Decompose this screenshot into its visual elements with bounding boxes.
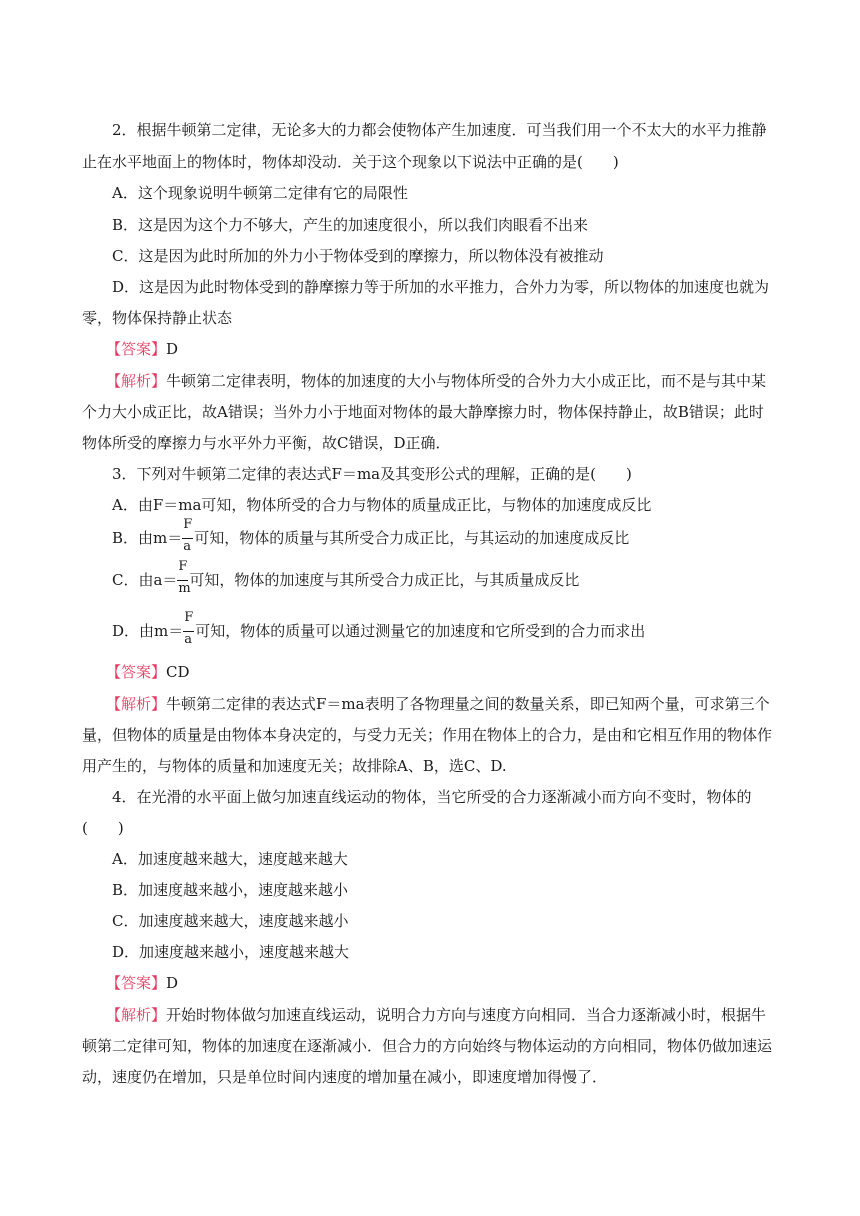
q4-option-b: B．加速度越来越小，速度越来越小 (112, 881, 349, 899)
denominator: m (178, 581, 191, 596)
q3-analysis-line-1 (106, 694, 774, 714)
option-prefix: C．由a＝ (112, 571, 178, 589)
q3-analysis-line-2: 量，但物体的质量是由物体本身决定的，与受力无关；作用在物体上的合力，是由和它相互作用的物体作 (82, 726, 773, 744)
q2-analysis-line-3: 物体所受的摩擦力与水平外力平衡，故C错误，D正确． (82, 434, 451, 452)
analysis-tag: 【解析】 (106, 372, 167, 390)
option-text: 可知，物体的质量可以通过测量它的加速度和它所受到的合力而求出 (195, 622, 646, 640)
answer-tag: 【答案】 (106, 340, 167, 358)
answer-value: D (166, 340, 179, 358)
q4-stem-line-1: 4．在光滑的水平面上做匀加速直线运动的物体，当它所受的合力逐渐减小而方向不变时，物体的 (112, 788, 752, 806)
analysis-tag: 【解析】 (106, 695, 167, 713)
q3-option-c (112, 559, 780, 596)
q4-stem-line-2: ( ) (82, 819, 124, 837)
analysis-tag: 【解析】 (106, 1006, 167, 1024)
q4-analysis-line-1 (106, 1005, 774, 1025)
q4-option-c: C．加速度越来越大，速度越来越小 (112, 912, 349, 930)
numerator: F (183, 517, 193, 532)
q2-option-a: A．这个现象说明牛顿第二定律有它的局限性 (112, 184, 408, 202)
analysis-text: 开始时物体做匀加速直线运动，说明合力方向与速度方向相同．当合力逐渐减小时，根据牛 (166, 1006, 767, 1024)
analysis-text: 牛顿第二定律的表达式F＝ma表明了各物理量之间的数量关系，即已知两个量，可求第三个 (166, 695, 770, 713)
q2-stem-line-2: 止在水平地面上的物体时，物体却没动．关于这个现象以下说法中正确的是( ) (82, 153, 619, 171)
q4-answer (106, 973, 774, 993)
q3-answer (106, 662, 774, 682)
option-text: 可知，物体的加速度与其所受合力成正比，与其质量成反比 (189, 571, 580, 589)
answer-value: D (166, 974, 179, 992)
answer-tag: 【答案】 (106, 974, 167, 992)
answer-value: CD (166, 663, 190, 681)
q4-analysis-line-2: 顿第二定律可知，物体的加速度在逐渐减小．但合力的方向始终与物体运动的方向相同，物体仍做加速运 (82, 1037, 773, 1055)
q2-analysis-line-1 (106, 371, 774, 391)
denominator: a (183, 539, 192, 554)
option-prefix: D．由m＝ (112, 622, 184, 640)
q3-analysis-line-3: 用产生的，与物体的质量和加速度无关；故排除A、B，选C、D. (82, 757, 507, 775)
q3-stem: 3．下列对牛顿第二定律的表达式F＝ma及其变形公式的理解，正确的是( ) (112, 465, 632, 483)
q2-option-d-line-1: D．这是因为此时物体受到的静摩擦力等于所加的水平推力，合外力为零，所以物体的加速度也就为 (112, 278, 770, 296)
q2-stem-line-1: 2．根据牛顿第二定律，无论多大的力都会使物体产生加速度．可当我们用一个不太大的水平力推静 (112, 121, 767, 139)
option-prefix: B．由m＝ (112, 529, 183, 547)
q4-option-d: D．加速度越来越小，速度越来越大 (112, 943, 350, 961)
denominator: a (184, 632, 193, 647)
q4-option-a: A．加速度越来越大，速度越来越大 (112, 850, 348, 868)
q2-option-d-line-2: 零，物体保持静止状态 (82, 309, 233, 327)
option-text: 可知，物体的质量与其所受合力成正比，与其运动的加速度成反比 (194, 529, 630, 547)
q2-answer (106, 339, 774, 359)
q2-option-c: C．这是因为此时所加的外力小于物体受到的摩擦力，所以物体没有被推动 (112, 247, 604, 265)
fraction (183, 610, 195, 647)
answer-tag: 【答案】 (106, 663, 167, 681)
q3-option-d (112, 610, 780, 647)
q3-option-a: A．由F＝ma可知，物体所受的合力与物体的质量成正比，与物体的加速度成反比 (112, 496, 652, 514)
q2-option-b: B．这是因为这个力不够大，产生的加速度很小，所以我们肉眼看不出来 (112, 216, 589, 234)
q3-option-b (112, 517, 780, 554)
numerator: F (184, 610, 194, 625)
q2-analysis-line-2: 个力大小成正比，故A错误；当外力小于地面对物体的最大静摩擦力时，物体保持静止，故B错误；此时 (82, 403, 764, 421)
q4-analysis-line-3: 动，速度仍在增加，只是单位时间内速度的增加量在减小，即速度增加得慢了． (82, 1068, 608, 1086)
numerator: F (178, 559, 188, 574)
fraction (182, 517, 194, 554)
analysis-text: 牛顿第二定律表明，物体的加速度的大小与物体所受的合外力大小成正比，而不是与其中某 (166, 372, 767, 390)
fraction (177, 559, 191, 596)
